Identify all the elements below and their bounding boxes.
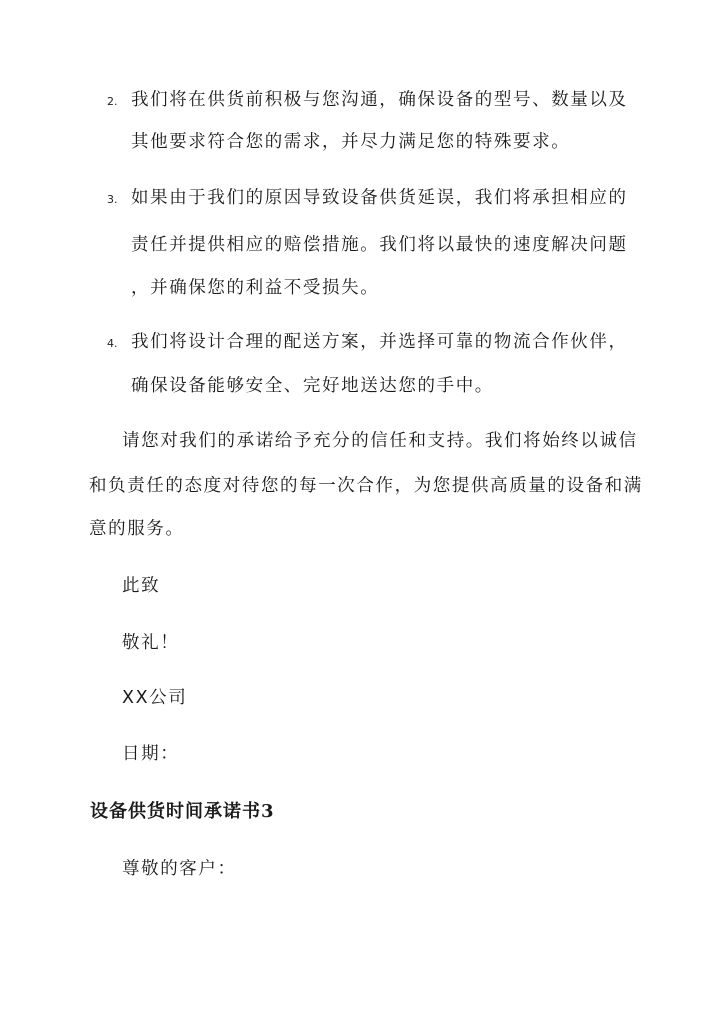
paragraph-line: 请您对我们的承诺给予充分的信任和支持。我们将始终以诚信 — [122, 431, 638, 451]
list-number: 3. — [107, 193, 118, 206]
list-number: 4. — [107, 337, 118, 350]
list-item-text-line: 确保设备能够安全、完好地送达您的手中。 — [131, 376, 494, 396]
list-item-text-line: 我们将设计合理的配送方案，并选择可靠的物流合作伙伴， — [131, 332, 628, 352]
salutation: 此致 — [122, 576, 161, 596]
greeting: 尊敬的客户： — [122, 859, 237, 879]
list-number: 2. — [107, 95, 118, 108]
paragraph-line: 意的服务。 — [89, 519, 185, 539]
list-item-text-line: 如果由于我们的原因导致设备供货延误，我们将承担相应的 — [131, 188, 628, 208]
paragraph-line: 和负责任的态度对待您的每一次合作，为您提供高质量的设备和满 — [89, 476, 643, 496]
regards: 敬礼！ — [122, 633, 180, 653]
list-item-text-line: 责任并提供相应的赔偿措施。我们将以最快的速度解决问题 — [131, 235, 628, 255]
section-heading: 设备供货时间承诺书3 — [90, 801, 275, 822]
list-item-text-line: 其他要求符合您的需求，并尽力满足您的特殊要求。 — [131, 132, 571, 152]
list-item-text-line: ，并确保您的利益不受损失。 — [131, 278, 380, 298]
company-name: XX公司 — [122, 688, 188, 708]
date-label: 日期： — [122, 744, 180, 764]
list-item-text-line: 我们将在供货前积极与您沟通，确保设备的型号、数量以及 — [131, 90, 628, 110]
